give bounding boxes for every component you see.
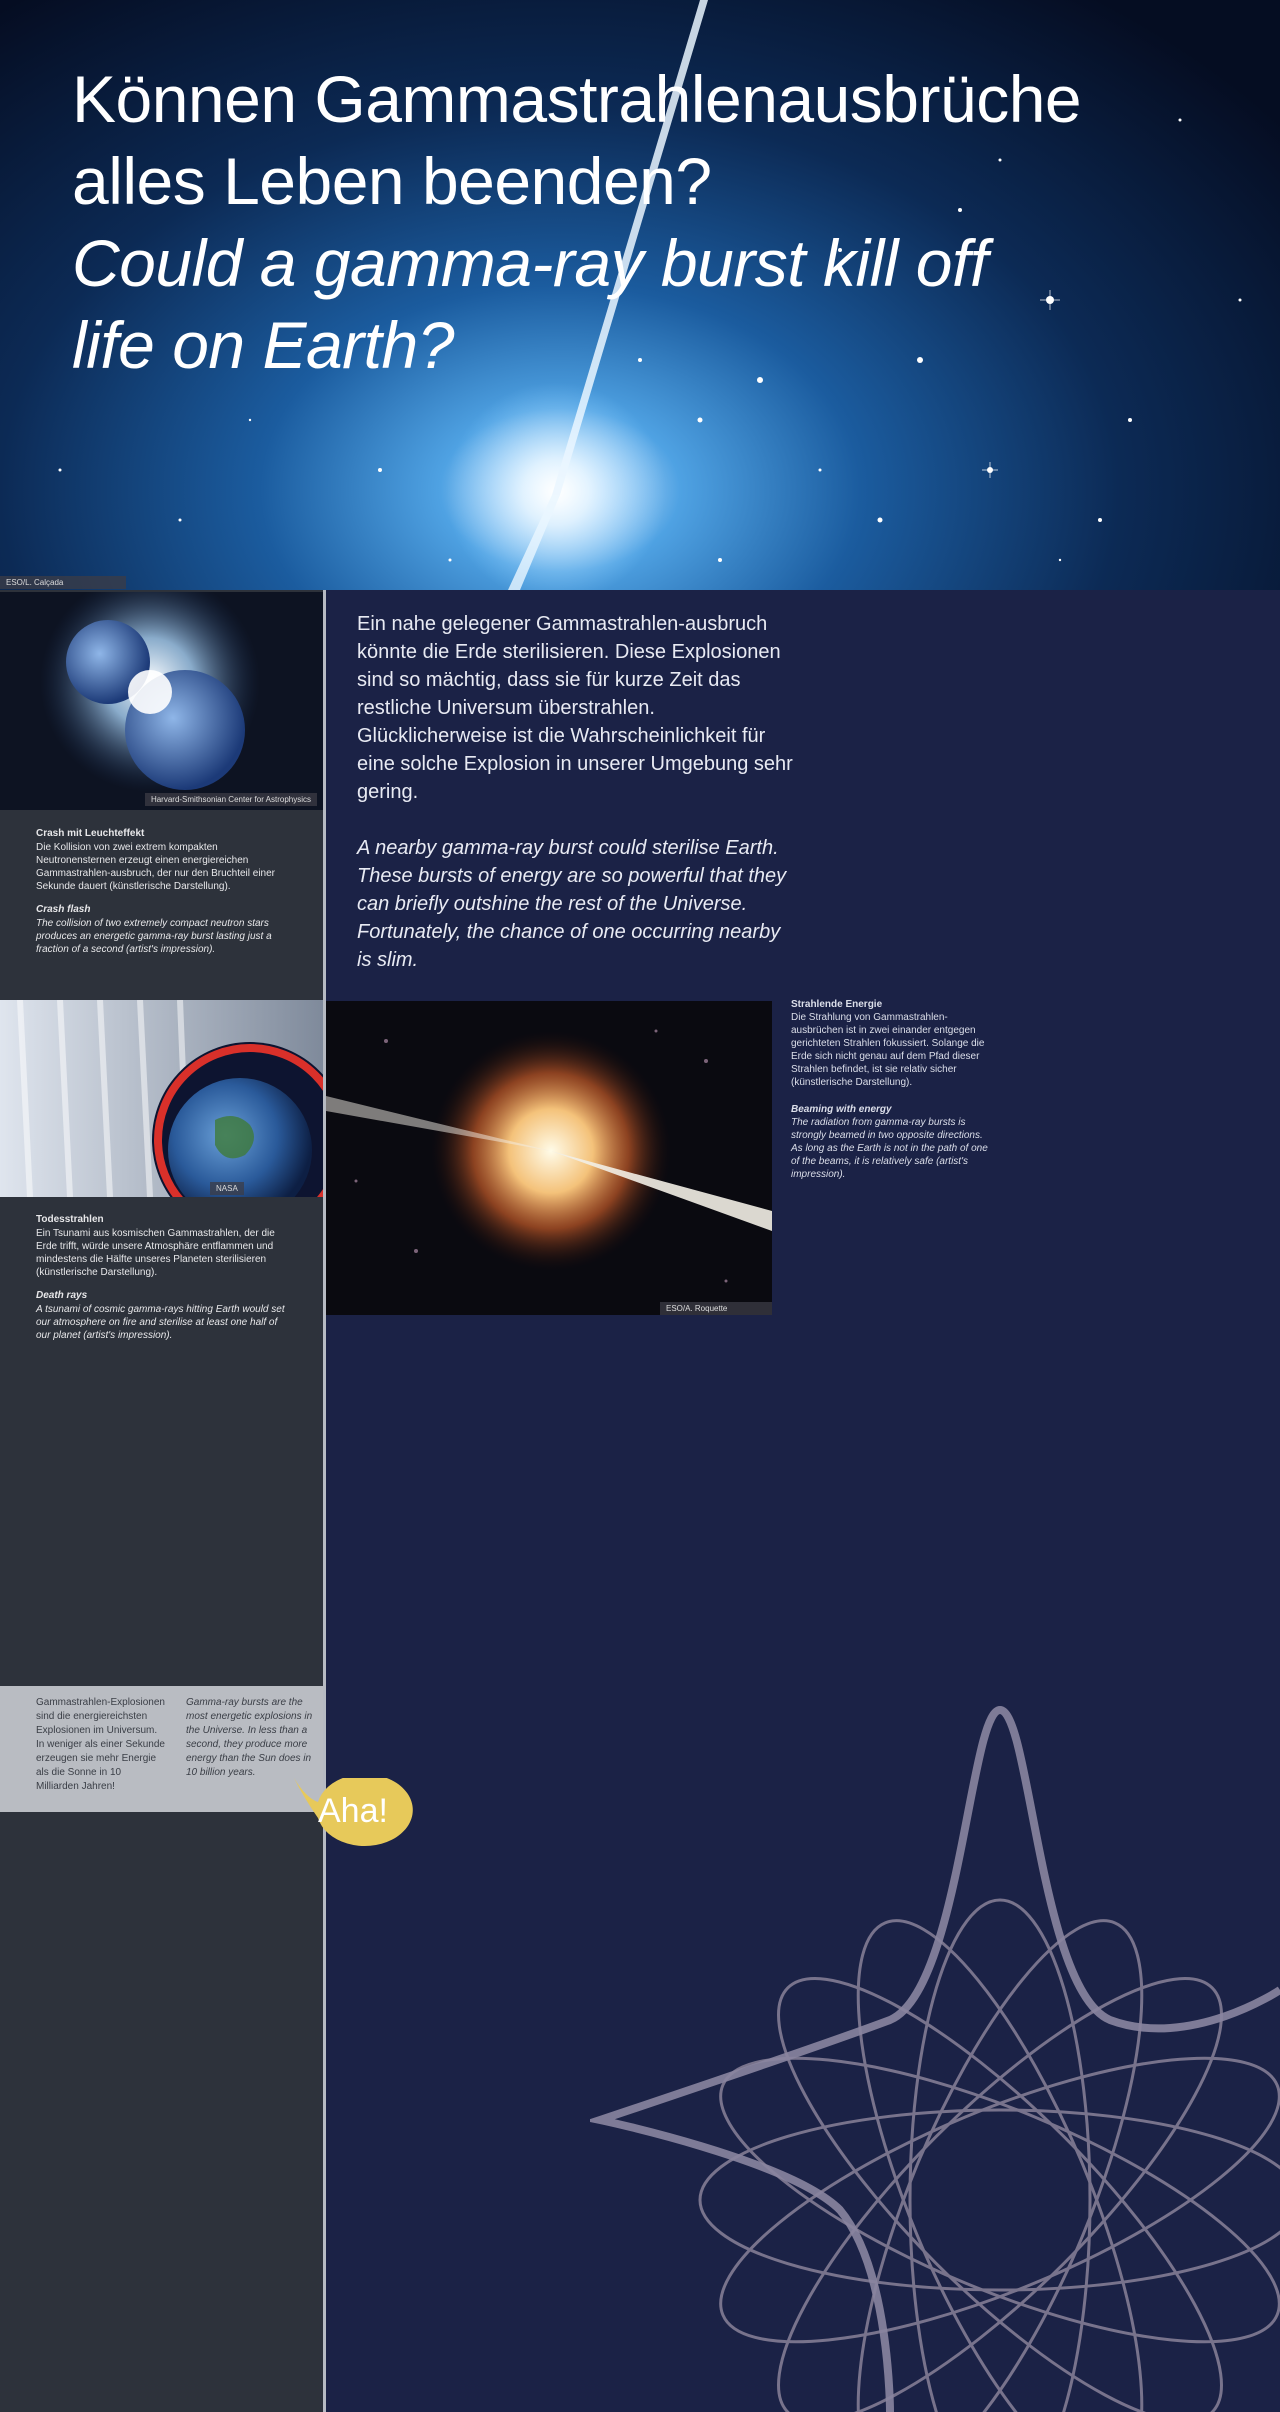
caption1-de-title: Crash mit Leuchteffekt (36, 828, 145, 839)
aha-text-de: Gammastrahlen-Explosionen sind die energiereichsten Explosionen im Universum. In weniger als einer Sekunde erzeugen sie mehr Energie als die Sonne in 10 Milliarden Jahren! (36, 1697, 165, 1792)
caption2-en-title: Death rays (36, 1290, 88, 1301)
caption2-de-title: Todesstrahlen (36, 1214, 104, 1225)
title-de-line1: Können Gammastrahlenausbrüche (72, 62, 1082, 136)
earth-illustration (0, 1000, 323, 1197)
photo1-credit: Harvard-Smithsonian Center for Astrophysics (145, 793, 317, 806)
page-title (72, 58, 1172, 386)
neutron-star-collision-image (0, 592, 323, 810)
photo3-credit: ESO/A. Roquette (660, 1302, 772, 1315)
caption1-de-text: Die Kollision von zwei extrem kompakten Neutronensternen erzeugt einen energiereichen Gammastrahlen-ausbruch, der nur den Bruchteil einer Sekunde dauert (künstlerische Darstellung). (36, 842, 276, 892)
hero-credit: ESO/L. Calçada (0, 576, 126, 589)
caption-beaming-energy (791, 998, 991, 1181)
caption3-de-text: Die Strahlung von Gammastrahlen-ausbrüchen ist in zwei einander entgegen gerichteten Strahlen fokussiert. Solange die Erde sich nicht genau auf dem Pfad dieser Strahlen befindet, ist sie relativ sicher (künstlerische Darstellung). (791, 1012, 985, 1088)
title-en-line1: Could a gamma-ray burst kill off (72, 226, 988, 300)
caption1-en-text: The collision of two extremely compact neutron stars produces an energetic gamma-ray burst lasting just a fraction of a second (artist's impression). (36, 918, 272, 955)
caption-crash-flash (36, 827, 286, 956)
title-de-line2: alles Leben beenden? (72, 144, 712, 218)
aha-label: Aha! (318, 1792, 388, 1830)
intro-en: A nearby gamma-ray burst could sterilise Earth. These bursts of energy are so powerful that they can briefly outshine the rest of the Universe. Fortunately, the chance of one occurring nearby is slim. (357, 837, 787, 971)
spirograph-decoration (590, 1690, 1280, 2412)
caption2-en-text: A tsunami of cosmic gamma-rays hitting Earth would set our atmosphere on fire and sterilise at least one half of our planet (artist's impression). (36, 1304, 285, 1341)
aha-text-en: Gamma-ray bursts are the most energetic explosions in the Universe. In less than a second, they produce more energy than the Sun does in 10 billion years. (186, 1697, 313, 1778)
title-en-line2: life on Earth? (72, 308, 454, 382)
photo2-credit: NASA (210, 1182, 244, 1195)
burst-illustration (326, 1001, 772, 1315)
caption1-en-title: Crash flash (36, 904, 91, 915)
collision-illustration (0, 592, 323, 810)
caption3-en-title: Beaming with energy (791, 1104, 892, 1115)
intro-text (357, 610, 797, 1002)
earth-gamma-rays-image (0, 1000, 323, 1197)
column-divider (323, 590, 326, 2412)
caption3-en-text: The radiation from gamma-ray bursts is strongly beamed in two opposite directions. As long as the Earth is not in the path of one of the beams, it is relatively safe (artist's impression). (791, 1117, 988, 1180)
caption-death-rays (36, 1213, 286, 1342)
hero-banner (0, 0, 1280, 590)
caption3-de-title: Strahlende Energie (791, 999, 883, 1010)
aha-fact-box (0, 1686, 323, 1812)
intro-de: Ein nahe gelegener Gammastrahlen-ausbruch könnte die Erde sterilisieren. Diese Explosionen sind so mächtig, dass sie für kurze Zeit das restliche Universum überstrahlen. Glücklicherweise ist die Wahrscheinlichkeit für eine solche Explosion in unserer Umgebung sehr gering. (357, 613, 793, 803)
gamma-ray-burst-image (326, 1001, 772, 1315)
caption2-de-text: Ein Tsunami aus kosmischen Gammastrahlen, der die Erde trifft, würde unsere Atmosphäre entflammen und mindestens die Hälfte unseres Planeten sterilisieren (künstlerische Darstellung). (36, 1228, 275, 1278)
